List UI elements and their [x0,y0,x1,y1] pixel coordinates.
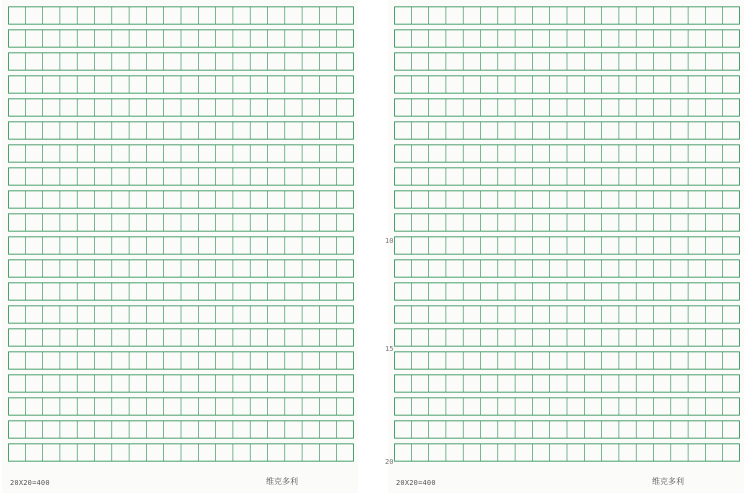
grid-row [9,260,354,277]
brand-label: 维克多利 [652,477,684,486]
grid-row [395,398,740,415]
grid-row [9,30,354,47]
grid-row [395,306,740,323]
right-grid-sheet [385,0,744,493]
grid-row [395,99,740,116]
line-number-10: 10 [385,237,394,245]
grid-row [9,283,354,300]
grid-row [9,444,354,461]
grid-row [395,421,740,438]
grid-row [9,421,354,438]
grid-row [395,214,740,231]
grid-row [395,76,740,93]
grid-row [9,7,354,24]
grid-row [9,99,354,116]
grid-row [9,398,354,415]
grid-row [395,352,740,369]
grid-row [395,7,740,24]
grid-row [9,53,354,70]
line-number-20: 20 [385,458,394,466]
grid-row [9,145,354,162]
grid-row [395,122,740,139]
brand-label: 维克多利 [266,477,298,486]
grid-row [9,329,354,346]
grid-row [9,76,354,93]
grid-size-label: 20X20=400 [10,479,50,487]
writing-grid [8,4,354,464]
grid-row [395,375,740,392]
grid-row [395,237,740,254]
grid-row [9,375,354,392]
grid-row [9,237,354,254]
grid-row [395,444,740,461]
grid-row [395,145,740,162]
grid-row [395,30,740,47]
grid-row [9,352,354,369]
grid-row [395,53,740,70]
writing-grid [394,4,740,464]
grid-row [9,214,354,231]
grid-row [395,191,740,208]
grid-row [395,260,740,277]
left-grid-sheet [2,0,358,493]
grid-row [9,122,354,139]
grid-row [395,168,740,185]
grid-row [9,168,354,185]
grid-row [9,306,354,323]
grid-size-label: 20X20=400 [396,479,436,487]
grid-row [9,191,354,208]
line-number-15: 15 [385,345,394,353]
grid-row [395,329,740,346]
grid-row [395,283,740,300]
